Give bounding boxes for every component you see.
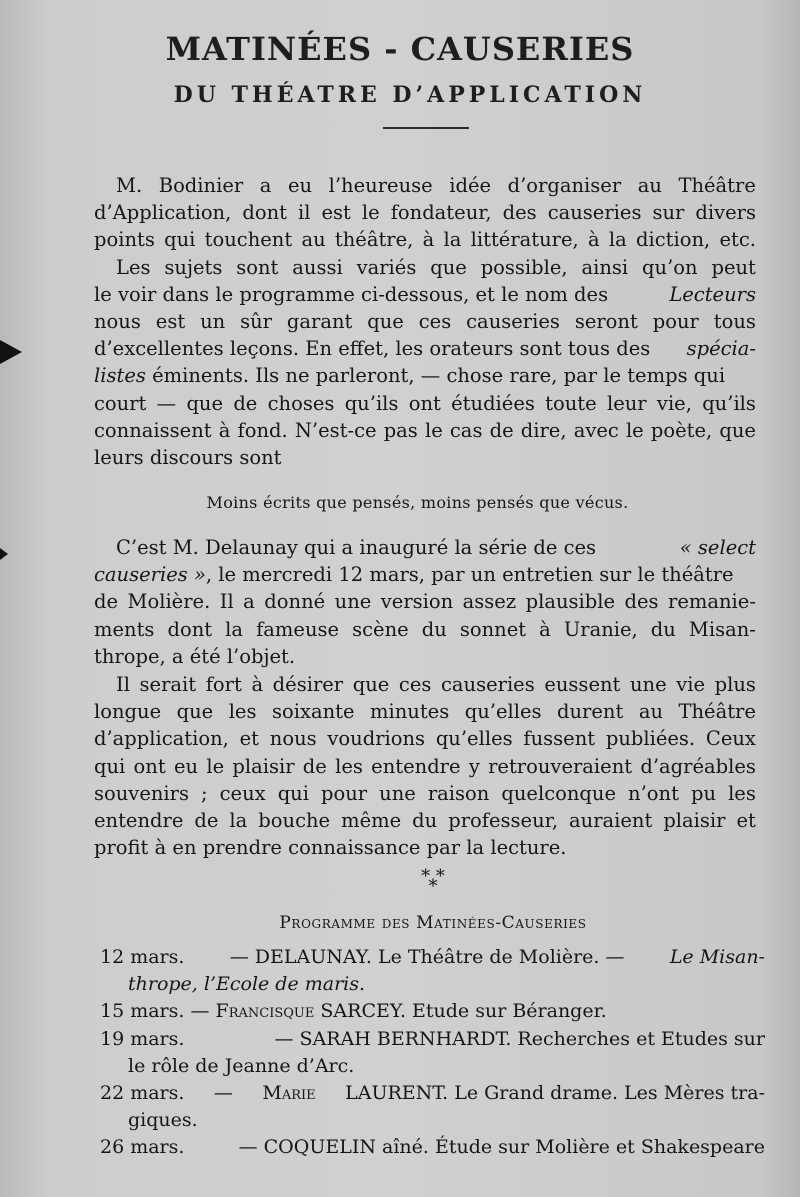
- italic-text: Lecteurs: [669, 282, 756, 306]
- word: vie: [676, 673, 706, 696]
- programme-entry-cont: [100, 971, 765, 998]
- word: littérature,: [470, 228, 579, 252]
- text-span: [94, 561, 734, 588]
- text-span: d’excellentes leçons. En effet, les orateurs sont tous des: [94, 337, 651, 361]
- word: est: [155, 310, 186, 334]
- programme-entry: [100, 1026, 765, 1053]
- word: Il: [219, 590, 234, 614]
- word: eu: [287, 174, 313, 197]
- word: qu’ils: [344, 391, 399, 415]
- text-span: [94, 362, 725, 389]
- word: entendre: [94, 809, 184, 833]
- word: scène: [352, 617, 409, 641]
- word: un: [200, 310, 226, 334]
- entry-date: 26 mars.: [100, 1136, 185, 1159]
- word: plaisir: [663, 809, 726, 833]
- word: minutes: [370, 700, 450, 724]
- text-line: [94, 362, 756, 389]
- word: une: [629, 673, 667, 696]
- word: que: [430, 255, 467, 279]
- word: de: [94, 590, 119, 614]
- word: de: [489, 418, 514, 442]
- word: publiées.: [605, 727, 696, 751]
- word: de: [233, 391, 258, 415]
- word: seront: [574, 310, 638, 334]
- text-span: , le mercredi 12 mars, par un entretien sur le théâtre: [205, 563, 734, 587]
- word: divers: [695, 201, 756, 225]
- word: auraient: [569, 809, 653, 833]
- word: ces: [418, 310, 452, 334]
- verse-quote: Moins écrits que pensés, moins pensés que vécus.: [206, 493, 629, 512]
- word: possible,: [480, 255, 568, 279]
- asterism-separator: * * *: [421, 866, 445, 897]
- word: au: [301, 228, 326, 252]
- text-line: [94, 199, 756, 226]
- word: et: [239, 727, 260, 751]
- word: sur: [652, 201, 685, 225]
- word: retrouveraient: [488, 754, 633, 778]
- word: et: [736, 809, 756, 833]
- word: qui: [94, 754, 126, 778]
- word: qu’elles: [435, 727, 513, 751]
- word: ments: [94, 617, 155, 641]
- paragraph-wish: [94, 671, 756, 861]
- entry-dash: —: [213, 1082, 233, 1105]
- word: Bodinier: [158, 174, 244, 197]
- paragraph-intro: [94, 172, 756, 471]
- word: le: [625, 418, 644, 442]
- word: la: [229, 809, 248, 833]
- word: du: [412, 809, 438, 833]
- word: serait: [139, 673, 197, 696]
- word: toute: [545, 391, 597, 415]
- entry-italic: Le Misan-: [669, 946, 765, 968]
- word: à: [587, 228, 600, 252]
- word: souvenirs: [94, 781, 189, 805]
- text-line: [94, 561, 756, 588]
- word: Les: [116, 255, 151, 279]
- word: sont: [236, 255, 279, 279]
- word: à: [539, 617, 551, 641]
- text-line: [94, 807, 756, 834]
- page-subtitle: DU THÉATRE D’APPLICATION: [173, 82, 647, 108]
- word: ont: [408, 391, 441, 415]
- word: court: [94, 391, 147, 415]
- text-line: [94, 588, 756, 615]
- word: pu: [690, 781, 717, 805]
- text-line: [94, 390, 756, 417]
- word: sonnet: [459, 617, 527, 641]
- word: avec: [573, 418, 619, 442]
- word: qui: [164, 228, 196, 252]
- word: ont: [133, 754, 166, 778]
- word: Misan-: [688, 617, 756, 641]
- word: quelconque: [501, 781, 617, 805]
- word: pas: [383, 418, 418, 442]
- text-line: thrope, a été l’objet.: [94, 644, 296, 668]
- text-line: leurs discours sont: [94, 446, 282, 470]
- word: poète,: [650, 418, 713, 442]
- word: le: [361, 201, 380, 225]
- word: fort: [205, 673, 242, 696]
- word: diction,: [636, 228, 711, 252]
- paragraph-delaunay: [94, 534, 756, 670]
- word: —: [156, 391, 177, 415]
- word: bouche: [258, 809, 331, 833]
- text-span: le voir dans le programme ci-dessous, et le nom des: [94, 282, 609, 306]
- word: les: [335, 754, 363, 778]
- text-line: [94, 780, 756, 807]
- word: voudrions: [327, 727, 426, 751]
- text-line: [94, 226, 756, 253]
- word: n’ont: [628, 781, 679, 805]
- word: donné: [264, 590, 326, 614]
- word: les: [728, 781, 756, 805]
- entry-text: — SARAH BERNHARDT. Recherches et Etudes sur: [274, 1027, 765, 1050]
- word: nous: [94, 310, 141, 334]
- entry-italic: thrope, l’Ecole de maris.: [128, 973, 366, 996]
- word: des: [502, 201, 537, 225]
- word: que: [186, 391, 224, 415]
- word: dont: [242, 201, 287, 225]
- word: de: [194, 809, 219, 833]
- word: la: [608, 228, 627, 252]
- text-line: [94, 698, 756, 725]
- word: désirer: [272, 673, 344, 696]
- text-line: [94, 417, 756, 444]
- margin-mark: [0, 548, 8, 560]
- word: plaisir: [232, 754, 295, 778]
- word: que: [367, 310, 404, 334]
- text-line: [94, 281, 756, 308]
- entry-text: — DELAUNAY. Le Théâtre de Molière. —: [229, 946, 625, 968]
- word: est: [321, 201, 351, 225]
- entry-dash: —: [190, 1000, 210, 1023]
- word: variés: [356, 255, 417, 279]
- word: à: [422, 228, 435, 252]
- word: des: [624, 590, 659, 614]
- entry-firstname: Marie: [262, 1082, 316, 1105]
- entry-text: — COQUELIN aîné. Étude sur Molière et Shakespeare: [238, 1136, 765, 1159]
- entry-date: 12 mars.: [100, 946, 185, 968]
- word: vie,: [656, 391, 692, 415]
- word: le: [424, 418, 443, 442]
- text-line: [94, 753, 756, 780]
- programme-entry: [100, 998, 765, 1025]
- programme-entry: [100, 1134, 765, 1161]
- word: M.: [116, 174, 143, 197]
- word: fond.: [237, 418, 288, 442]
- word: points: [94, 228, 155, 252]
- word: cas: [449, 418, 483, 442]
- word: que: [352, 673, 390, 696]
- word: dont: [167, 617, 213, 641]
- word: même: [341, 809, 402, 833]
- entry-date: 15 mars.: [100, 1000, 185, 1023]
- margin-mark: [0, 340, 22, 364]
- word: à: [251, 673, 264, 696]
- word: d’application,: [94, 727, 229, 751]
- word: longue: [94, 700, 162, 724]
- word: causeries: [466, 310, 560, 334]
- word: plausible: [525, 590, 616, 614]
- programme-entry: [100, 944, 765, 971]
- word: sujets: [164, 255, 223, 279]
- word: leur: [606, 391, 647, 415]
- word: une: [334, 590, 372, 614]
- text-line: [94, 616, 756, 643]
- word: du: [650, 617, 676, 641]
- word: dire,: [520, 418, 567, 442]
- entry-firstname: Francisque: [215, 1000, 315, 1023]
- word: pour: [321, 781, 368, 805]
- word: assez: [462, 590, 517, 614]
- word: fussent: [523, 727, 596, 751]
- word: a: [243, 590, 255, 614]
- word: plus: [714, 673, 756, 696]
- word: eu: [173, 754, 199, 778]
- italic-text: « select: [679, 536, 756, 559]
- word: idée: [449, 174, 492, 197]
- entry-date: 22 mars.: [100, 1082, 185, 1105]
- text-span: C’est M. Delaunay qui a inauguré la série de ces: [116, 536, 597, 559]
- italic-text: causeries »: [94, 563, 206, 587]
- text-span: éminents. Ils ne parleront, — chose rare, par le temps qui: [152, 364, 726, 388]
- word: que: [176, 700, 214, 724]
- word: Il: [116, 673, 130, 696]
- word: Théâtre: [678, 700, 756, 724]
- word: version: [380, 590, 454, 614]
- entry-date: 19 mars.: [100, 1027, 185, 1050]
- word: d’organiser: [507, 174, 622, 197]
- italic-text: listes: [94, 364, 146, 388]
- word: nous: [269, 727, 317, 751]
- word: Uranie,: [563, 617, 638, 641]
- word: Ceux: [705, 727, 756, 751]
- programme-entry: [100, 1080, 765, 1107]
- word: ces: [398, 673, 432, 696]
- word: il: [297, 201, 311, 225]
- word: y: [468, 754, 480, 778]
- word: ;: [201, 781, 208, 805]
- word: ainsi: [581, 255, 629, 279]
- word: pour: [652, 310, 699, 334]
- word: sûr: [240, 310, 272, 334]
- text-line: [94, 308, 756, 335]
- entry-text: LAURENT. Le Grand drame. Les Mères tra-: [345, 1082, 765, 1105]
- word: la: [225, 617, 244, 641]
- text-line: [94, 534, 756, 561]
- text-line: profit à en prendre connaissance par la lecture.: [94, 836, 567, 860]
- programme-entry-cont: giques.: [128, 1109, 198, 1132]
- word: d’Application,: [94, 201, 232, 225]
- word: théâtre,: [334, 228, 414, 252]
- word: Molière.: [127, 590, 211, 614]
- word: choses: [267, 391, 335, 415]
- word: aussi: [292, 255, 343, 279]
- word: qu’on: [642, 255, 698, 279]
- word: tous: [713, 310, 756, 334]
- word: qui: [277, 781, 309, 805]
- word: connaissent: [94, 418, 212, 442]
- programme-list: [100, 944, 765, 1162]
- word: touchent: [204, 228, 293, 252]
- word: remanie-: [668, 590, 756, 614]
- word: eussent: [544, 673, 621, 696]
- word: la: [443, 228, 462, 252]
- word: Théâtre: [678, 174, 756, 197]
- word: causeries: [440, 673, 535, 696]
- word: etc.: [719, 228, 756, 252]
- text-line: [94, 172, 756, 199]
- word: étudiées: [451, 391, 535, 415]
- word: que: [719, 418, 756, 442]
- word: le: [206, 754, 225, 778]
- programme-entry-cont: le rôle de Jeanne d’Arc.: [128, 1054, 355, 1077]
- word: qu’elles: [464, 700, 542, 724]
- word: ceux: [219, 781, 266, 805]
- text-line: [94, 254, 756, 281]
- word: d’agréables: [640, 754, 756, 778]
- word: au: [638, 700, 663, 724]
- entry-text: SARCEY. Etude sur Béranger.: [320, 1000, 607, 1023]
- word: de: [302, 754, 327, 778]
- word: raison: [427, 781, 490, 805]
- italic-text: spécia-: [686, 337, 756, 361]
- word: fondateur,: [390, 201, 492, 225]
- title-rule: [383, 127, 469, 129]
- word: peut: [711, 255, 756, 279]
- word: fameuse: [256, 617, 340, 641]
- word: garant: [286, 310, 353, 334]
- word: N’est-ce: [294, 418, 377, 442]
- word: entendre: [371, 754, 461, 778]
- word: les: [228, 700, 257, 724]
- text-line: [94, 725, 756, 752]
- word: au: [637, 174, 662, 197]
- page-title: MATINÉES - CAUSERIES: [165, 30, 635, 68]
- word: du: [421, 617, 447, 641]
- word: à: [218, 418, 231, 442]
- text-line: [94, 335, 756, 362]
- word: a: [259, 174, 272, 197]
- word: l’heureuse: [328, 174, 433, 197]
- word: une: [379, 781, 416, 805]
- word: causeries: [547, 201, 642, 225]
- word: professeur,: [448, 809, 559, 833]
- programme-title: Programme des Matinées-Causeries: [279, 913, 587, 933]
- word: qu’ils: [702, 391, 756, 415]
- word: durent: [557, 700, 624, 724]
- text-line: [94, 671, 756, 698]
- word: soixante: [271, 700, 355, 724]
